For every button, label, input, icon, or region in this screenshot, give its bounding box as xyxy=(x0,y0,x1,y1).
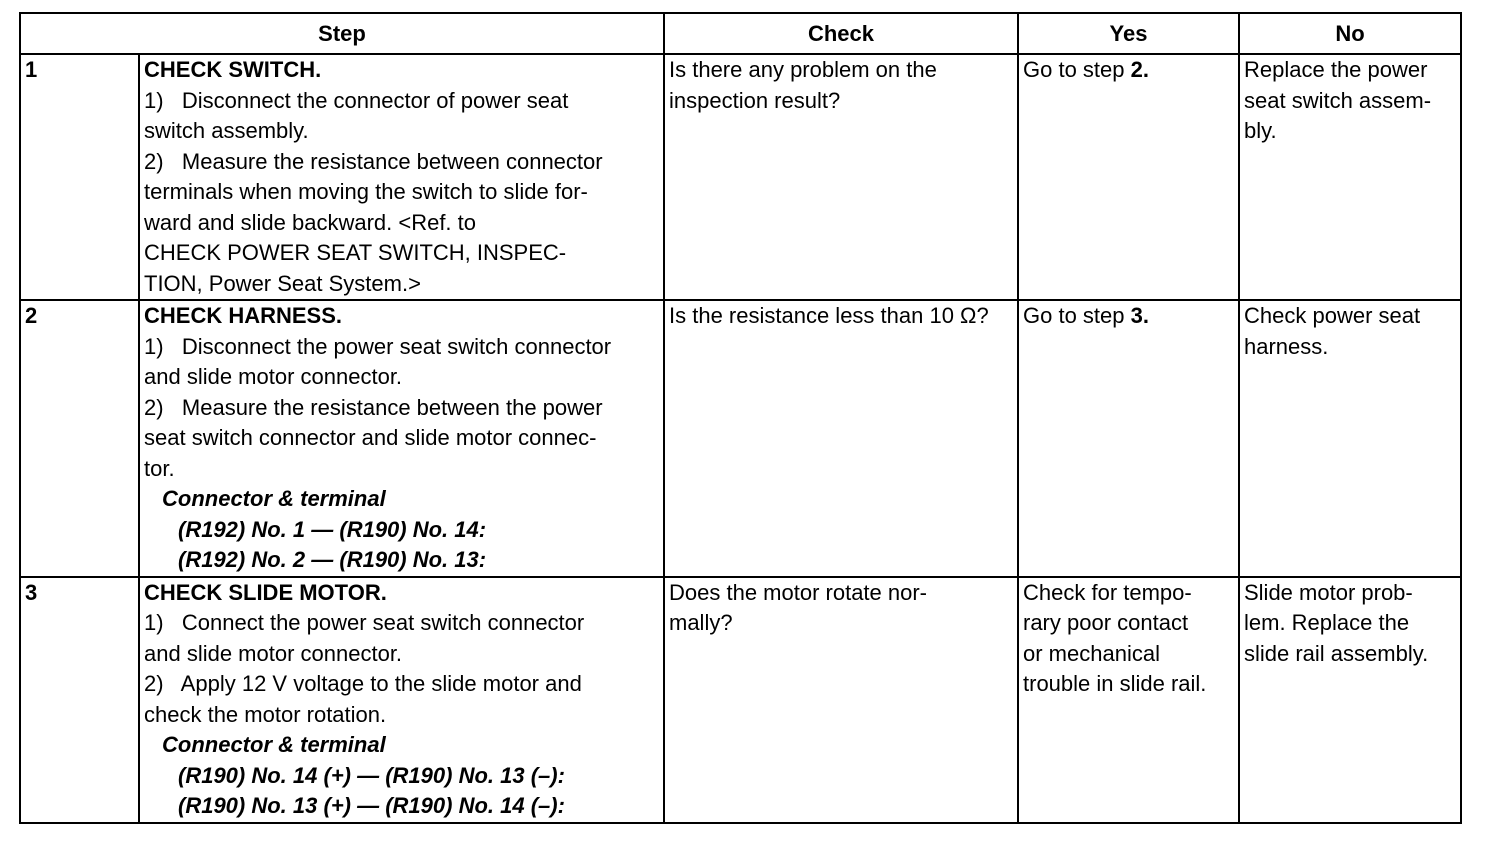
step-line: 2) Measure the resistance between connector xyxy=(144,148,603,174)
step-line: and slide motor connector. xyxy=(144,640,403,666)
step-line: switch assembly. xyxy=(144,118,309,143)
yes-line: or mechanical xyxy=(1023,640,1160,666)
yes-line: Check for tempo- xyxy=(1023,579,1192,605)
step-title: CHECK HARNESS. xyxy=(144,303,343,328)
no-cell xyxy=(1239,54,1461,300)
yes-cell xyxy=(1018,54,1239,300)
yes-line: trouble in slide rail. xyxy=(1023,671,1207,696)
step-line: seat switch connector and slide motor connec- xyxy=(144,425,597,450)
diagnosis-table xyxy=(19,12,1462,824)
header-no: No xyxy=(1239,13,1461,54)
yes-cell xyxy=(1018,577,1239,823)
step-line: 1) Disconnect the power seat switch connector xyxy=(144,333,612,359)
step-line: 1) Disconnect the connector of power seat xyxy=(144,87,569,113)
no-line: lem. Replace the xyxy=(1244,610,1410,635)
step-number: 1 xyxy=(20,54,139,300)
yes-step-ref: 2. xyxy=(1130,57,1149,82)
step-line: and slide motor connector. xyxy=(144,364,403,389)
no-line: bly. xyxy=(1244,118,1277,143)
no-cell xyxy=(1239,577,1461,823)
step-line: 2) Apply 12 V voltage to the slide motor and xyxy=(144,671,582,696)
step-description xyxy=(139,54,664,300)
check-line: inspection result? xyxy=(669,87,841,113)
step-line: check the motor rotation. xyxy=(144,701,387,727)
check-cell xyxy=(664,577,1018,823)
no-cell xyxy=(1239,300,1461,577)
connector-terminal-item: (R192) No. 2 — (R190) No. 13: xyxy=(178,547,487,572)
step-line: CHECK POWER SEAT SWITCH, INSPEC- xyxy=(144,240,567,265)
check-line: mally? xyxy=(669,610,733,635)
header-step: Step xyxy=(20,13,664,54)
check-line: Does the motor rotate nor- xyxy=(669,579,928,605)
step-line: 1) Connect the power seat switch connector xyxy=(144,610,585,635)
no-line: slide rail assembly. xyxy=(1244,640,1429,666)
yes-cell xyxy=(1018,300,1239,577)
no-line: Replace the power xyxy=(1244,57,1428,82)
yes-text: Go to step xyxy=(1023,57,1131,82)
yes-step-ref: 3. xyxy=(1130,303,1149,328)
table-row xyxy=(20,54,1461,300)
no-line: Slide motor prob- xyxy=(1244,579,1413,605)
yes-line: rary poor contact xyxy=(1023,610,1189,635)
table-row xyxy=(20,300,1461,577)
connector-terminal-item: (R190) No. 13 (+) — (R190) No. 14 (–): xyxy=(178,793,565,818)
step-title: CHECK SWITCH. xyxy=(144,57,322,82)
connector-terminal-item: (R192) No. 1 — (R190) No. 14: xyxy=(178,516,487,542)
step-line: TION, Power Seat System.> xyxy=(144,270,421,296)
step-line: ward and slide backward. <Ref. to xyxy=(144,209,477,235)
check-cell xyxy=(664,54,1018,300)
step-line: tor. xyxy=(144,455,175,481)
header-row xyxy=(20,13,1461,54)
step-description xyxy=(139,577,664,823)
header-check: Check xyxy=(664,13,1018,54)
check-line: Is the resistance less than 10 Ω? xyxy=(669,303,989,328)
connector-terminal-heading: Connector & terminal xyxy=(162,732,386,757)
yes-text: Go to step xyxy=(1023,303,1131,328)
step-description xyxy=(139,300,664,577)
no-line: harness. xyxy=(1244,333,1329,359)
step-number: 3 xyxy=(20,577,139,823)
no-line: seat switch assem- xyxy=(1244,87,1432,113)
header-yes: Yes xyxy=(1018,13,1239,54)
step-line: terminals when moving the switch to slide for- xyxy=(144,179,588,204)
step-line: 2) Measure the resistance between the power xyxy=(144,394,603,420)
check-line: Is there any problem on the xyxy=(669,57,937,82)
step-number: 2 xyxy=(20,300,139,577)
check-cell xyxy=(664,300,1018,577)
no-line: Check power seat xyxy=(1244,303,1421,328)
table-row xyxy=(20,577,1461,823)
connector-terminal-heading: Connector & terminal xyxy=(162,486,386,511)
step-title: CHECK SLIDE MOTOR. xyxy=(144,579,387,605)
connector-terminal-item: (R190) No. 14 (+) — (R190) No. 13 (–): xyxy=(178,762,565,788)
